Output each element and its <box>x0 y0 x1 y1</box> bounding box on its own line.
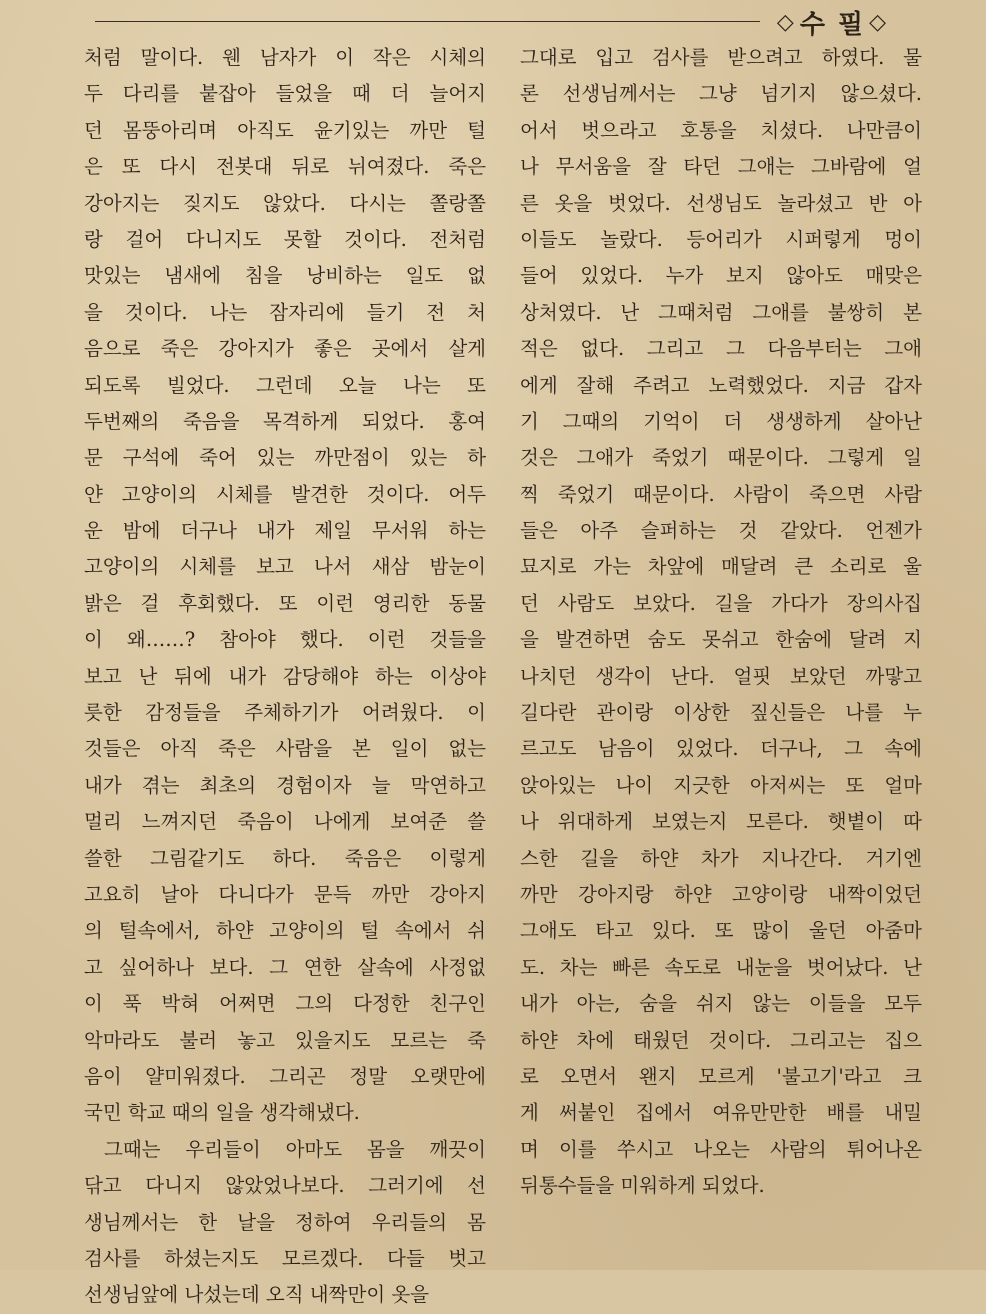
text-line: 며 이를 쑤시고 나오는 사람의 튀어나온 <box>520 1137 922 1161</box>
diamond-right-icon: ◇ <box>869 9 889 35</box>
text-line: 묘지로 가는 차앞에 매달려 큰 소리로 울 <box>520 555 922 579</box>
text-line: 나 무서움을 잘 타던 그애는 그바람에 얼 <box>520 155 922 179</box>
text-line: 내가 아는, 숨을 쉬지 않는 이들을 모두 <box>520 992 922 1016</box>
text-line: 뒤통수들을 미워하게 되었다. <box>520 1174 765 1198</box>
text-line: 선생님앞에 나섰는데 오직 내짝만이 옷을 <box>84 1283 430 1307</box>
header-rule <box>95 21 760 22</box>
text-line: 르고도 남음이 있었다. 더구나, 그 속에 <box>520 737 922 761</box>
text-line: 것은 그애가 죽었기 때문이다. 그렇게 일 <box>520 446 922 470</box>
text-line: 그대로 입고 검사를 받으려고 하였다. 물 <box>520 46 922 69</box>
text-line: 들은 아주 슬퍼하는 것 같았다. 언젠가 <box>520 519 922 543</box>
text-line: 기 그때의 기억이 더 생생하게 살아난 <box>520 409 922 433</box>
text-line: 릇한 감정들을 주체하기가 어려웠다. 이 <box>84 701 486 725</box>
text-line: 은 또 다시 전봇대 뒤로 뉘여졌다. 죽은 <box>84 155 486 179</box>
text-line: 길다란 관이랑 이상한 짚신들은 나를 누 <box>520 701 922 725</box>
text-line: 문 구석에 죽어 있는 까만점이 있는 하 <box>84 446 486 470</box>
section-label <box>760 4 905 40</box>
text-line: 을 발견하면 숨도 못쉬고 한숨에 달려 지 <box>520 628 922 652</box>
text-line: 이 왜……? 참아야 했다. 이런 것들을 <box>84 628 486 652</box>
text-line: 음으로 죽은 강아지가 좋은 곳에서 살게 <box>84 337 486 361</box>
text-line: 고요히 날아 다니다가 문득 까만 강아지 <box>84 882 486 906</box>
text-line: 하얀 차에 태웠던 것이다. 그리고는 집으 <box>520 1028 922 1052</box>
text-line: 에게 잘해 주려고 노력했었다. 지금 갑자 <box>520 373 922 397</box>
text-line: 랑 걸어 다니지도 못할 것이다. 전처럼 <box>84 227 486 251</box>
text-line: 론 선생님께서는 그냥 넘기지 않으셨다. <box>520 82 922 106</box>
text-line: 음이 얄미워졌다. 그리곤 정말 오랫만에 <box>84 1064 486 1088</box>
text-line: 밝은 걸 후회했다. 또 이런 영리한 동물 <box>84 591 486 615</box>
text-line: 강아지는 짖지도 않았다. 다시는 쫄랑쫄 <box>84 191 486 215</box>
text-line: 국민 학교 때의 일을 생각해냈다. <box>84 1101 360 1125</box>
text-line: 얀 고양이의 시체를 발견한 것이다. 어두 <box>84 482 486 506</box>
text-line: 던 사람도 보았다. 길을 가다가 장의사집 <box>520 591 922 615</box>
text-line: 까만 강아지랑 하얀 고양이랑 내짝이었던 <box>520 882 922 906</box>
text-line: 멀리 느껴지던 죽음이 나에게 보여준 쓸 <box>84 810 486 834</box>
left-text-column <box>84 40 486 1314</box>
section-title: 수 필 <box>799 9 866 40</box>
text-line: 상처였다. 난 그때처럼 그애를 불쌍히 본 <box>520 300 922 324</box>
text-line: 이 푹 박혀 어쩌면 그의 다정한 친구인 <box>84 992 486 1016</box>
text-line: 두 다리를 붙잡아 들었을 때 더 늘어지 <box>84 82 486 106</box>
text-line: 적은 없다. 그리고 그 다음부터는 그애 <box>520 337 922 361</box>
text-line: 이들도 놀랐다. 등어리가 시퍼렇게 멍이 <box>520 227 922 251</box>
text-line: 보고 난 뒤에 내가 감당해야 하는 이상야 <box>84 664 486 688</box>
text-line: 을 것이다. 나는 잠자리에 들기 전 처 <box>84 300 486 324</box>
text-line: 앉아있는 나이 지긋한 아저씨는 또 얼마 <box>520 773 922 797</box>
text-line: 검사를 하셨는지도 모르겠다. 다들 벗고 <box>84 1246 486 1270</box>
text-line: 고양이의 시체를 보고 나서 새삼 밤눈이 <box>84 555 486 579</box>
text-line: 고 싶어하나 보다. 그 연한 살속에 사정없 <box>84 955 486 979</box>
text-line: 그때는 우리들이 아마도 몸을 깨끗이 <box>104 1137 486 1161</box>
right-text-column <box>520 40 922 1205</box>
text-line: 들어 있었다. 누가 보지 않아도 매맞은 <box>520 264 922 288</box>
text-line: 도. 차는 빠른 속도로 내눈을 벗어났다. 난 <box>520 955 922 979</box>
text-line: 스한 길을 하얀 차가 지나간다. 거기엔 <box>520 846 922 870</box>
text-line: 처럼 말이다. 웬 남자가 이 작은 시체의 <box>84 46 486 69</box>
text-line: 게 써붙인 집에서 여유만만한 배를 내밀 <box>520 1101 922 1125</box>
text-line: 나 위대하게 보였는지 모른다. 햇볕이 따 <box>520 810 922 834</box>
text-line: 악마라도 불러 놓고 있을지도 모르는 죽 <box>84 1028 486 1052</box>
text-line: 맛있는 냄새에 침을 낭비하는 일도 없 <box>84 264 486 288</box>
text-line: 어서 벗으라고 호통을 치셨다. 나만큼이 <box>520 118 922 142</box>
text-line: 운 밤에 더구나 내가 제일 무서워 하는 <box>84 519 486 543</box>
text-line: 쓸한 그림같기도 하다. 죽음은 이렇게 <box>84 846 486 870</box>
text-line: 두번째의 죽음을 목격하게 되었다. 홍여 <box>84 409 486 433</box>
text-line: 내가 겪는 최초의 경험이자 늘 막연하고 <box>84 773 486 797</box>
text-line: 나치던 생각이 난다. 얼핏 보았던 까맣고 <box>520 664 922 688</box>
text-line: 찍 죽었기 때문이다. 사람이 죽으면 사람 <box>520 482 922 506</box>
text-line: 의 털속에서, 하얀 고양이의 털 속에서 쉬 <box>84 919 486 943</box>
text-line: 른 옷을 벗었다. 선생님도 놀라셨고 반 아 <box>520 191 922 215</box>
text-line: 그애도 타고 있다. 또 많이 울던 아줌마 <box>520 919 922 943</box>
diamond-left-icon: ◇ <box>776 9 796 35</box>
text-line: 되도록 빌었다. 그런데 오늘 나는 또 <box>84 373 486 397</box>
text-line: 것들은 아직 죽은 사람을 본 일이 없는 <box>84 737 486 761</box>
text-line: 던 몸뚱아리며 아직도 윤기있는 까만 털 <box>84 118 486 142</box>
text-line: 생님께서는 한 날을 정하여 우리들의 몸 <box>84 1210 486 1234</box>
text-line: 닦고 다니지 않았었나보다. 그러기에 선 <box>84 1174 486 1198</box>
text-line: 로 오면서 왠지 모르게 '불고기'라고 크 <box>520 1064 922 1088</box>
